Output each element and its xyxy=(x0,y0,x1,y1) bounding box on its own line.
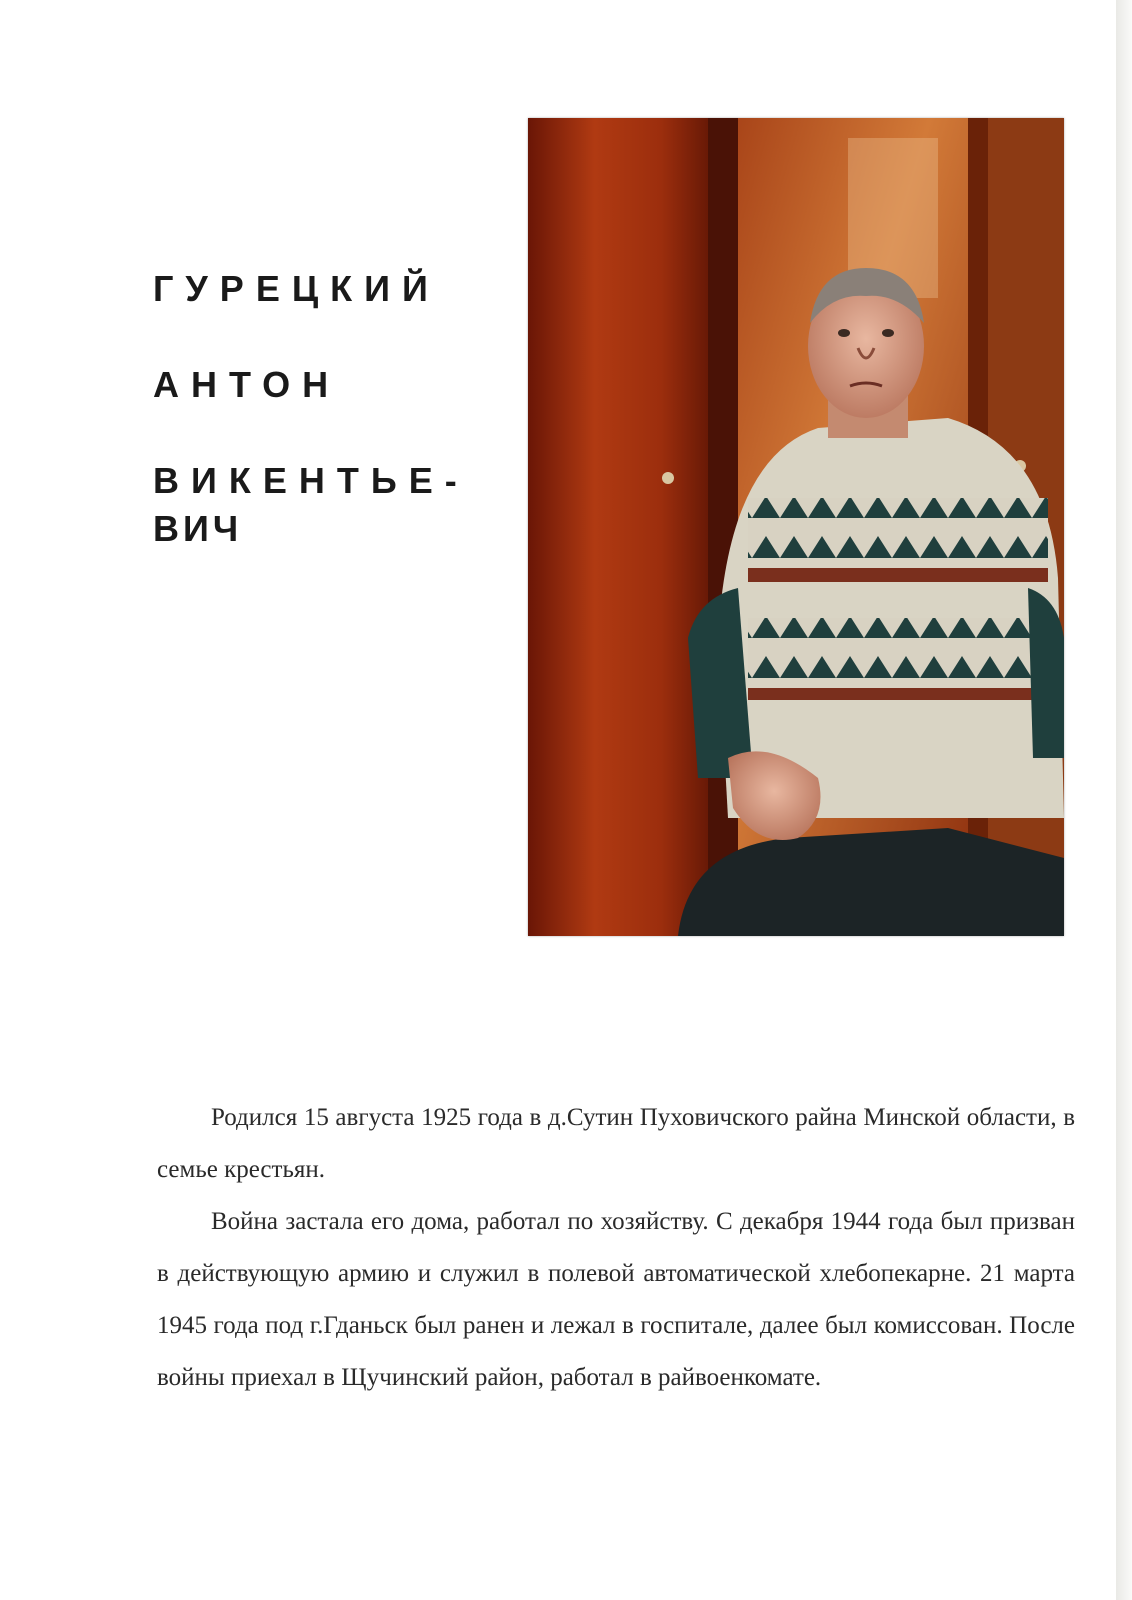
first-name-heading: АНТОН xyxy=(153,364,341,405)
page-edge xyxy=(1116,0,1132,1600)
biography-paragraph-1: Родился 15 августа 1925 года в д.Сутин Пуховичского райна Минской области, в семье крестьян. xyxy=(157,1104,1075,1183)
biography-text xyxy=(157,1092,1075,1404)
portrait-photo-icon xyxy=(528,118,1064,936)
portrait-photo xyxy=(528,118,1064,936)
biography-paragraph-2: Война застала его дома, работал по хозяйству. С декабря 1944 года был призван в действующую армию и служил в полевой автоматической хлебопекарне. 21 марта 1945 года под г.Гданьск был ранен и лежал в госпитале, далее был комиссован. После войны приехал в Щучинский район, работал в райвоенкомате. xyxy=(157,1208,1075,1391)
surname-heading: ГУРЕЦКИЙ xyxy=(153,268,440,309)
patronymic-heading-line1: ВИКЕНТЬЕ- xyxy=(153,460,469,501)
patronymic-heading-line2: ВИЧ xyxy=(153,508,243,549)
